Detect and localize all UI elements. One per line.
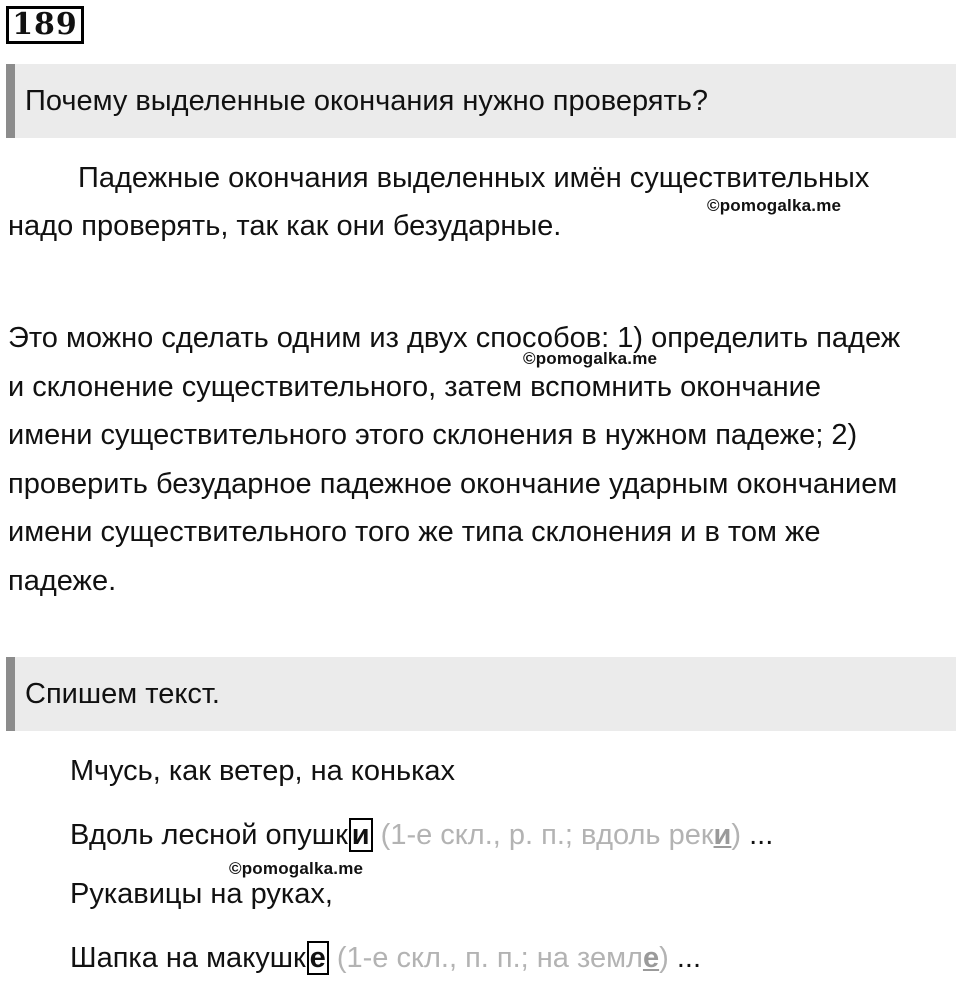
check-hint: (1-е скл., п. п.; на земле): [336, 942, 669, 974]
watermark: ©pomogalka.me: [229, 859, 364, 878]
answer-paragraph-2: [8, 314, 908, 605]
check-hint: (1-е скл., р. п.; вдоль реки): [380, 819, 742, 851]
highlighted-ending: е: [307, 941, 329, 975]
watermark: ©pomogalka.me: [523, 349, 658, 368]
question-text: Почему выделенные окончания нужно проверять?: [25, 84, 708, 117]
watermark: ©pomogalka.me: [707, 196, 842, 215]
poem-line-4: Шапка на макушк е (1-е скл., п. п.; на земле) ...: [70, 942, 701, 974]
poem-line-2: Вдоль лесной опушк и (1-е скл., р. п.; вдоль реки) ...: [70, 819, 774, 851]
highlighted-ending: и: [349, 818, 373, 852]
poem-line-3: Рукавицы на руках,: [70, 878, 333, 910]
task-text: Спишем текст.: [25, 677, 220, 710]
task-number: 189: [6, 6, 84, 44]
answer-text-1: Падежные окончания выделенных имён существительных надо проверять, так как они безударные.: [8, 162, 870, 242]
poem-line-1: Мчусь, как ветер, на коньках: [70, 755, 456, 787]
task-bar: [6, 657, 956, 731]
question-bar: [6, 64, 956, 138]
answer-text-2: Это можно сделать одним из двух способов: 1) определить падеж и склонение существительного, затем вспомнить окончание имени существительного этого склонения в нужном падеже; 2) проверить безударное падежное окончание ударным окончанием имени существительного того же типа склонения и в том же падеже.: [8, 322, 901, 597]
